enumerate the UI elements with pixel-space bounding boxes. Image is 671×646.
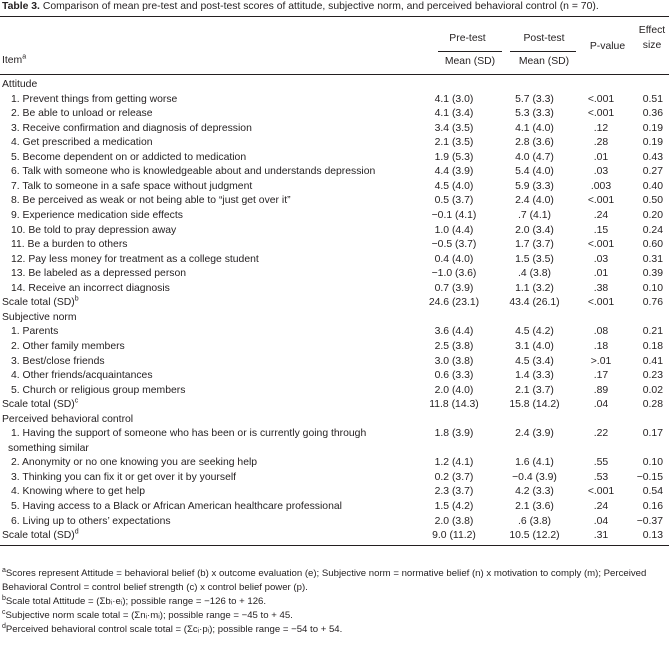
row-post-test: 5.3 (3.3): [515, 108, 554, 120]
section-title: Perceived behavioral control: [2, 413, 134, 425]
table-row: [0, 500, 671, 515]
row-effect-size: 0.31: [642, 253, 663, 265]
row-pvalue: .04: [593, 515, 609, 527]
row-post-test: 2.4 (4.0): [515, 195, 554, 207]
row-pre-test: 1.5 (4.2): [434, 501, 474, 512]
row-effect-size: 0.19: [642, 137, 663, 149]
row-pvalue: .15: [593, 224, 609, 236]
total-post-test: 43.4 (26.1): [509, 297, 560, 309]
scale-total-sup: c: [74, 397, 79, 405]
row-item: 1. Having the support of someone who has been or is currently going through: [11, 428, 367, 440]
scale-total-text: Scale total (SD): [2, 297, 75, 309]
header-item: Item$^a$: [2, 53, 27, 66]
row-pre-test: 0.5 (3.7): [434, 195, 474, 207]
total-pvalue: <.001: [587, 297, 615, 309]
row-pre-test: 0.4 (4.0): [434, 253, 474, 265]
row-effect-size: 0.23: [642, 370, 663, 381]
section-header: [0, 413, 671, 428]
table-row: [0, 369, 671, 384]
row-pre-test: 2.1 (3.5): [434, 137, 474, 149]
row-item: 6. Living up to others’ expectations: [11, 515, 171, 527]
row-post-test: 2.8 (3.6): [515, 137, 554, 149]
row-item: 1. Parents: [11, 326, 59, 338]
row-pre-test: 4.4 (3.9): [434, 166, 474, 178]
scale-total-label: [2, 529, 79, 544]
table-row: [0, 209, 671, 224]
scale-total-row: [0, 529, 671, 544]
row-item: 4. Other friends/acquaintances: [11, 370, 153, 381]
row-item: 5. Church or religious group members: [11, 384, 186, 396]
header-effect-1: Effect: [638, 25, 666, 36]
row-pvalue: <.001: [587, 486, 615, 498]
total-pre-test: 24.6 (23.1): [428, 297, 480, 309]
row-item: 4. Knowing where to get help: [11, 486, 146, 498]
table-row: [0, 384, 671, 399]
table-row: [0, 456, 671, 471]
row-pvalue: .03: [593, 166, 609, 178]
row-item: 8. Be perceived as weak or not being able to “just get over it”: [11, 195, 291, 207]
row-item: 7. Talk to someone in a safe space without judgment: [11, 180, 253, 192]
row-pre-test: 2.5 (3.8): [434, 340, 474, 352]
row-pre-test: −0.1 (4.1): [431, 210, 477, 221]
row-item: 4. Get prescribed a medication: [11, 137, 153, 149]
row-pvalue: .12: [593, 122, 609, 134]
row-pvalue: >.01: [590, 355, 612, 367]
row-item-continued: something similar: [8, 442, 89, 454]
row-pvalue: .01: [593, 268, 609, 280]
row-pre-test: 0.6 (3.3): [434, 370, 474, 381]
row-effect-size: 0.02: [642, 384, 663, 396]
row-effect-size: 0.51: [642, 93, 663, 105]
row-effect-size: 0.10: [642, 282, 663, 294]
row-effect-size: 0.27: [642, 166, 663, 178]
scale-total-text: Scale total (SD): [2, 530, 75, 542]
total-pre-test: 9.0 (11.2): [432, 530, 476, 542]
row-pvalue: .17: [593, 370, 609, 381]
row-item: 3. Thinking you can fix it or get over it by yourself: [11, 471, 237, 483]
row-item: 10. Be told to pray depression away: [11, 224, 177, 236]
row-effect-size: 0.10: [642, 457, 663, 469]
row-pre-test: 1.9 (5.3): [434, 151, 474, 163]
row-effect-size: 0.18: [642, 340, 663, 352]
total-post-test: 15.8 (14.2): [509, 399, 560, 411]
footnote-b: $^b$Scale total Attitude = (Σbᵢ·eᵢ); possible range = −126 to + 126.: [2, 594, 267, 607]
post-test-underline: [510, 51, 576, 52]
row-pre-test: 1.8 (3.9): [434, 428, 474, 440]
row-pvalue: .22: [593, 428, 609, 440]
row-effect-size: 0.17: [642, 428, 663, 440]
header-bottom-rule: [0, 74, 669, 75]
scale-total-row: [0, 296, 671, 311]
row-effect-size: 0.21: [642, 326, 663, 338]
total-post-test: 10.5 (12.2): [509, 530, 560, 542]
row-pvalue: <.001: [587, 195, 615, 207]
row-post-test: 4.0 (4.7): [515, 151, 554, 163]
table-row: [0, 471, 671, 486]
row-pvalue: <.001: [587, 239, 615, 251]
total-pvalue: .31: [593, 530, 609, 542]
row-effect-size: 0.60: [642, 239, 663, 251]
row-post-test: 2.0 (3.4): [515, 224, 554, 236]
table-row: [0, 238, 671, 253]
table-row: [0, 122, 671, 137]
table-caption: [2, 0, 669, 14]
row-post-test: 4.2 (3.3): [515, 486, 554, 498]
scale-total-label: [2, 296, 79, 311]
row-post-test: 4.1 (4.0): [515, 122, 554, 134]
row-effect-size: 0.50: [642, 195, 663, 207]
total-effect-size: 0.28: [642, 399, 663, 411]
row-effect-size: 0.16: [642, 501, 663, 512]
row-pvalue: .03: [593, 253, 609, 265]
row-post-test: .4 (3.8): [518, 268, 551, 280]
row-pvalue: .55: [593, 457, 609, 469]
row-pvalue: .24: [593, 501, 609, 512]
row-effect-size: 0.24: [642, 224, 663, 236]
row-effect-size: −0.15: [636, 471, 663, 483]
table-row: [0, 427, 671, 456]
row-item: 3. Best/close friends: [11, 355, 105, 367]
row-item: 5. Become dependent on or addicted to medication: [11, 151, 247, 163]
scale-total-label: [2, 398, 78, 413]
table-label: Table 3.: [2, 1, 40, 12]
row-pvalue: .53: [593, 471, 609, 483]
row-pvalue: .003: [590, 180, 612, 192]
row-pre-test: 0.7 (3.9): [434, 282, 474, 294]
row-item: 2. Be able to unload or release: [11, 108, 153, 120]
row-pvalue: <.001: [587, 108, 615, 120]
scale-total-row: [0, 398, 671, 413]
row-post-test: 2.4 (3.9): [515, 428, 554, 440]
row-effect-size: 0.20: [642, 210, 663, 221]
row-pre-test: 3.6 (4.4): [434, 326, 474, 338]
section-header: [0, 78, 671, 93]
total-pre-test: 11.8 (14.3): [429, 399, 479, 411]
table-row: [0, 151, 671, 166]
row-effect-size: 0.40: [642, 180, 663, 192]
header-post-mean-sd: Mean (SD): [518, 56, 570, 67]
pre-test-underline: [438, 51, 502, 52]
table-row: [0, 136, 671, 151]
row-post-test: 5.9 (3.3): [515, 180, 554, 192]
row-post-test: 4.5 (3.4): [515, 355, 554, 367]
row-item: 5. Having access to a Black or African American healthcare professional: [11, 501, 342, 512]
row-pvalue: .08: [593, 326, 609, 338]
row-post-test: 2.1 (3.6): [515, 501, 554, 512]
row-pre-test: −1.0 (3.6): [431, 268, 477, 280]
row-item: 12. Pay less money for treatment as a college student: [11, 253, 259, 265]
table-row: [0, 325, 671, 340]
row-post-test: 1.5 (3.5): [515, 253, 554, 265]
table-caption-text: Comparison of mean pre-test and post-test scores of attitude, subjective norm, and perceived behavioral control (n = 70).: [42, 1, 599, 12]
row-pre-test: 4.1 (3.0): [434, 93, 474, 105]
table-row: [0, 267, 671, 282]
row-effect-size: 0.41: [642, 355, 663, 367]
section-title: Attitude: [2, 79, 38, 90]
row-post-test: 1.1 (3.2): [515, 282, 554, 294]
section-title: Subjective norm: [2, 311, 77, 323]
row-item: 9. Experience medication side effects: [11, 210, 183, 221]
table-row: [0, 340, 671, 355]
table-row: [0, 282, 671, 297]
table-row: [0, 107, 671, 122]
row-item: 14. Receive an incorrect diagnosis: [11, 282, 170, 294]
row-pvalue: .28: [593, 137, 609, 149]
table-row: [0, 224, 671, 239]
row-pre-test: 1.0 (4.4): [434, 224, 474, 236]
row-post-test: .7 (4.1): [518, 210, 551, 221]
footnote-c: $^c$Subjective norm scale total = (Σnᵢ·mᵢ); possible range = −45 to + 45.: [2, 608, 293, 621]
row-post-test: 1.4 (3.3): [515, 370, 554, 381]
row-pre-test: 3.4 (3.5): [434, 122, 474, 134]
total-pvalue: .04: [593, 399, 609, 411]
table-row: [0, 253, 671, 268]
table-row: [0, 515, 671, 530]
row-post-test: 4.5 (4.2): [515, 326, 554, 338]
table-row: [0, 180, 671, 195]
row-pre-test: 0.2 (3.7): [434, 471, 474, 483]
section-header: [0, 311, 671, 326]
row-effect-size: 0.54: [642, 486, 663, 498]
row-post-test: −0.4 (3.9): [512, 471, 557, 483]
row-pre-test: 2.3 (3.7): [434, 486, 474, 498]
row-post-test: 5.4 (4.0): [515, 166, 554, 178]
row-post-test: 3.1 (4.0): [515, 340, 554, 352]
row-post-test: 2.1 (3.7): [515, 384, 554, 396]
row-item: 3. Receive confirmation and diagnosis of depression: [11, 122, 252, 134]
row-pre-test: 4.1 (3.4): [434, 108, 474, 120]
row-item: 6. Talk with someone who is knowledgeable about and understands depression: [11, 166, 376, 178]
row-pre-test: 2.0 (4.0): [434, 384, 474, 396]
bottom-rule: [0, 545, 669, 546]
row-post-test: 1.6 (4.1): [515, 457, 554, 469]
row-pre-test: 2.0 (3.8): [434, 515, 474, 527]
table-row: [0, 93, 671, 108]
row-pvalue: .18: [593, 340, 609, 352]
table-row: [0, 355, 671, 370]
row-item: 1. Prevent things from getting worse: [11, 93, 178, 105]
header-pre-test: Pre-test: [449, 33, 486, 44]
row-post-test: 1.7 (3.7): [515, 239, 554, 251]
top-rule: [0, 16, 669, 17]
scale-total-sup: b: [74, 295, 79, 303]
row-effect-size: −0.37: [636, 515, 663, 527]
row-pre-test: 1.2 (4.1): [434, 457, 474, 469]
row-pre-test: 4.5 (4.0): [434, 180, 474, 192]
row-item: 11. Be a burden to others: [11, 239, 128, 251]
row-pvalue: .89: [593, 384, 609, 396]
table-row: [0, 485, 671, 500]
scale-total-sup: d: [74, 528, 79, 536]
row-item: 2. Anonymity or no one knowing you are seeking help: [11, 457, 258, 469]
row-effect-size: 0.36: [642, 108, 663, 120]
row-pvalue: .38: [593, 282, 609, 294]
row-effect-size: 0.43: [642, 151, 663, 163]
footnote-a: $^a$Scores represent Attitude = behavioral belief (b) x outcome evaluation (e); Subjective norm = normative belief (n) x motivation to comply (m); Perceived Behavioral Control = control belief strength (c) x control belief power (p).: [2, 566, 647, 593]
row-post-test: .6 (3.8): [518, 515, 551, 527]
footnote-d: $^d$Perceived behavioral control scale total = (Σcᵢ·pᵢ); possible range = −54 to + 54.: [2, 622, 343, 635]
row-effect-size: 0.19: [642, 122, 663, 134]
total-effect-size: 0.13: [642, 530, 663, 542]
row-item: 13. Be labeled as a depressed person: [11, 268, 187, 280]
row-effect-size: 0.39: [642, 268, 663, 280]
scale-total-text: Scale total (SD): [2, 399, 75, 411]
row-pre-test: 3.0 (3.8): [434, 355, 474, 367]
row-item: 2. Other family members: [11, 340, 125, 352]
header-pvalue: P-value: [589, 41, 626, 52]
row-pvalue: .01: [593, 151, 609, 163]
header-effect-2: size: [642, 40, 662, 51]
header-pre-mean-sd: Mean (SD): [444, 56, 496, 67]
row-post-test: 5.7 (3.3): [515, 93, 554, 105]
total-effect-size: 0.76: [642, 297, 663, 309]
table-row: [0, 165, 671, 180]
row-pre-test: −0.5 (3.7): [431, 239, 477, 251]
row-pvalue: <.001: [587, 93, 615, 105]
header-post-test: Post-test: [523, 33, 565, 44]
table-row: [0, 194, 671, 209]
row-pvalue: .24: [593, 210, 609, 221]
